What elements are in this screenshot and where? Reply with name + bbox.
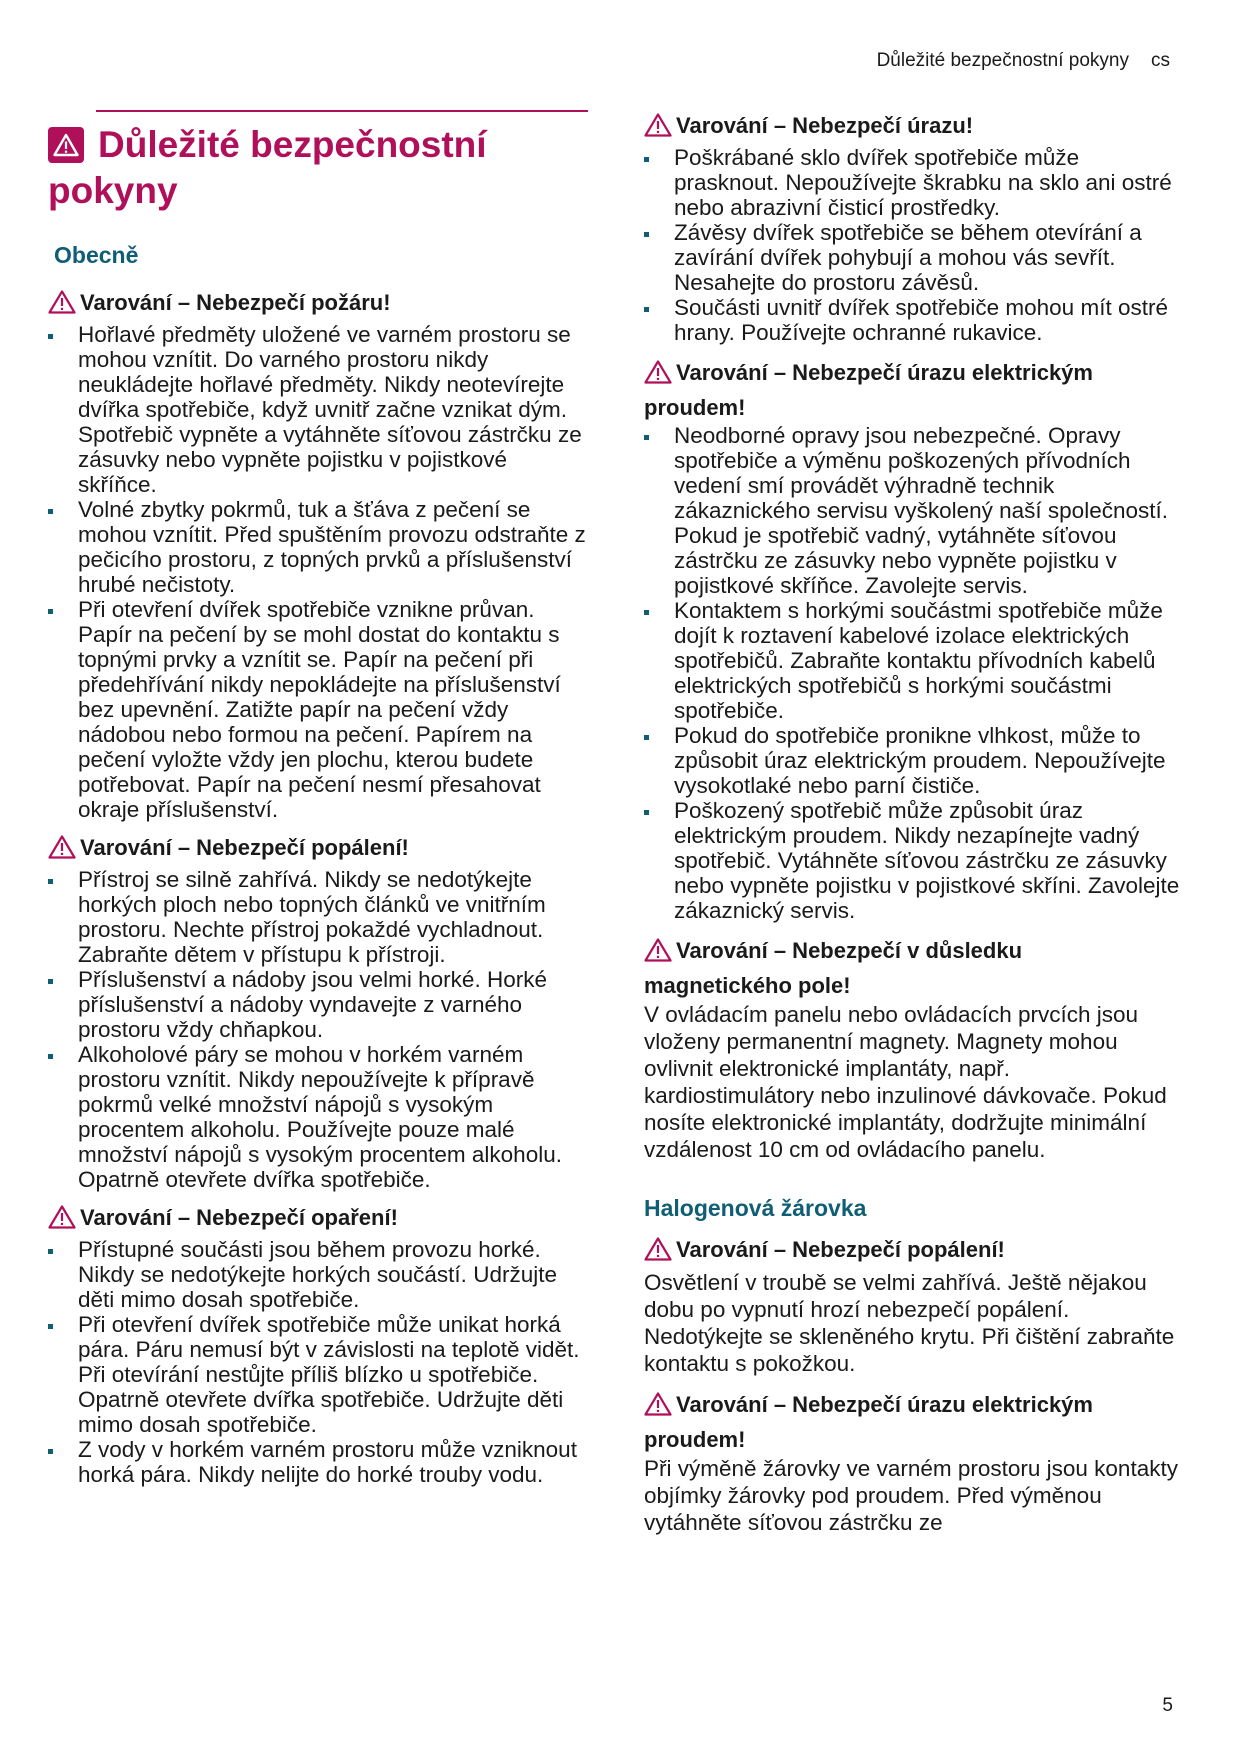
warning-icon xyxy=(644,360,672,392)
list-item: Poškrábané sklo dvířek spotřebiče může prasknout. Nepoužívejte škrabku na sklo ani ostré nebo abrazivní čisticí prostředky. xyxy=(644,145,1184,220)
list-item: Kontaktem s horkými součástmi spotřebiče může dojít k roztavení kabelové izolace elektrických spotřebičů. Zabraňte kontaktu přívodních kabelů elektrických spotřebičů s horkými součástmi spotřebiče. xyxy=(644,598,1184,723)
page-title xyxy=(48,122,588,214)
list-item: Alkoholové páry se mohou v horkém varném prostoru vznítit. Nikdy nepoužívejte k přípravě pokrmů velké množství nápojů s vysokým procentem alkoholu. Používejte pouze malé množství nápojů s vysokým procentem alkoholu. Opatrně otevřete dvířka spotřebiče. xyxy=(48,1042,588,1192)
burn-warning-list xyxy=(48,867,588,1192)
page-number: 5 xyxy=(1162,1695,1173,1716)
warning-heading-magnetic-line-1: Varování – Nebezpečí v důsledku xyxy=(676,938,1023,963)
warning-icon xyxy=(48,1205,76,1237)
page-title-line-2: pokyny xyxy=(48,170,178,211)
electric-warning-list xyxy=(644,423,1184,923)
warning-icon xyxy=(48,127,84,163)
list-item: Součásti uvnitř dvířek spotřebiče mohou mít ostré hrany. Používejte ochranné rukavice. xyxy=(644,295,1184,345)
warning-icon xyxy=(644,113,672,145)
page-title-line-1: Důležité bezpečnostní xyxy=(98,124,487,165)
warning-heading-halogen-burn-text: Varování – Nebezpečí popálení! xyxy=(676,1237,1005,1262)
scald-warning-list xyxy=(48,1237,588,1487)
list-item: Hořlavé předměty uložené ve varném prostoru se mohou vznítit. Do varného prostoru nikdy neukládejte hořlavé předměty. Nikdy neotevírejte dvířka spotřebiče, když uvnitř začne vznikat dým. Spotřebič vypněte a vytáhněte síťovou zástrčku ze zásuvky nebo vypněte pojistku v pojistkové skříňce. xyxy=(48,322,588,497)
list-item: Při otevření dvířek spotřebiče může unikat horká pára. Páru nemusí být v závislosti na teplotě vidět. Při otevírání nestůjte příliš blízko u spotřebiče. Opatrně otevřete dvířka spotřebiče. Udržujte děti mimo dosah spotřebiče. xyxy=(48,1312,588,1437)
fire-warning-list xyxy=(48,322,588,822)
warning-icon xyxy=(644,938,672,970)
title-rule xyxy=(96,110,588,112)
list-item: Přístupné součásti jsou během provozu horké. Nikdy se nedotýkejte horkých součástí. Udržujte děti mimo dosah spotřebiče. xyxy=(48,1237,588,1312)
warning-heading-fire xyxy=(48,287,588,322)
right-column xyxy=(644,110,1184,1536)
warning-icon xyxy=(48,290,76,322)
list-item: Neodborné opravy jsou nebezpečné. Opravy spotřebiče a výměnu poškozených přívodních vedení smí provádět výhradně technik zákaznického servisu vyškolený naší společností. Pokud je spotřebič vadný, vytáhněte síťovou zástrčku ze zásuvky nebo vypněte pojistku v pojistkové skříňce. Zavolejte servis. xyxy=(644,423,1184,598)
section-heading-general: Obecně xyxy=(54,242,139,268)
halogen-electric-text: Při výměně žárovky ve varném prostoru jsou kontakty objímky žárovky pod proudem. Před výměnou vytáhněte síťovou zástrčku ze xyxy=(644,1456,1178,1535)
warning-heading-burn xyxy=(48,832,588,867)
halogen-burn-text: Osvětlení v troubě se velmi zahřívá. Ještě nějakou dobu po vypnutí hrozí nebezpečí popálení. Nedotýkejte se skleněného krytu. Při čištění zabraňte kontaktu s pokožkou. xyxy=(644,1270,1175,1376)
warning-icon xyxy=(644,1237,672,1269)
injury-warning-list xyxy=(644,145,1184,345)
warning-heading-electric-line-1: Varování – Nebezpečí úrazu elektrickým xyxy=(676,360,1093,385)
list-item: Z vody v horkém varném prostoru může vzniknout horká pára. Nikdy nelijte do horké trouby vodu. xyxy=(48,1437,588,1487)
list-item: Pokud do spotřebiče pronikne vlhkost, může to způsobit úraz elektrickým proudem. Nepoužívejte vysokotlaké nebo parní čističe. xyxy=(644,723,1184,798)
list-item: Příslušenství a nádoby jsou velmi horké. Horké příslušenství a nádoby vyndavejte z varného prostoru vždy chňapkou. xyxy=(48,967,588,1042)
warning-heading-burn-text: Varování – Nebezpečí popálení! xyxy=(80,835,409,860)
section-heading-halogen: Halogenová žárovka xyxy=(644,1195,867,1221)
list-item: Při otevření dvířek spotřebiče vznikne průvan. Papír na pečení by se mohl dostat do kontaktu s topnými prvky a vznítit se. Papír na pečení při předehřívání nikdy nepokládejte na příslušenství bez upevnění. Zatižte papír na pečení vždy nádobou nebo formou na pečení. Papírem na pečení vyložte vždy jen plochu, kterou budete potřebovat. Papír na pečení nesmí přesahovat okraje příslušenství. xyxy=(48,597,588,822)
warning-heading-magnetic xyxy=(644,935,1184,1001)
warning-heading-halogen-electric xyxy=(644,1389,1184,1455)
warning-heading-electric-line-2: proudem! xyxy=(644,395,746,420)
warning-heading-electric xyxy=(644,357,1184,423)
list-item: Poškozený spotřebič může způsobit úraz elektrickým proudem. Nikdy nezapínejte vadný spotřebič. Vytáhněte síťovou zástrčku ze zásuvky nebo vypněte pojistku v pojistkové skříni. Zavolejte zákaznický servis. xyxy=(644,798,1184,923)
warning-heading-injury-text: Varování – Nebezpečí úrazu! xyxy=(676,113,974,138)
warning-heading-scald-text: Varování – Nebezpečí opaření! xyxy=(80,1205,398,1230)
running-header-title: Důležité bezpečnostní pokyny xyxy=(876,50,1129,71)
magnetic-warning-text: V ovládacím panelu nebo ovládacích prvcích jsou vloženy permanentní magnety. Magnety mohou ovlivnit elektronické implantáty, např. kardiostimulátory nebo inzulinové dávkovače. Pokud nosíte elektronické implantáty, dodržujte minimální vzdálenost 10 cm od ovládacího panelu. xyxy=(644,1002,1167,1162)
running-header xyxy=(877,50,1170,72)
page-title-text xyxy=(48,122,487,214)
warning-heading-injury xyxy=(644,110,1184,145)
list-item: Přístroj se silně zahřívá. Nikdy se nedotýkejte horkých ploch nebo topných článků ve vnitřním prostoru. Nechte přístroj pokaždé vychladnout. Zabraňte dětem v přístupu k přístroji. xyxy=(48,867,588,967)
warning-heading-halogen-electric-line-2: proudem! xyxy=(644,1427,746,1452)
warning-heading-magnetic-line-2: magnetického pole! xyxy=(644,973,851,998)
warning-heading-halogen-burn xyxy=(644,1234,1184,1269)
warning-heading-scald xyxy=(48,1202,588,1237)
warning-icon xyxy=(48,835,76,867)
left-column xyxy=(48,110,588,1487)
warning-icon xyxy=(644,1392,672,1424)
language-code: cs xyxy=(1151,50,1170,71)
list-item: Volné zbytky pokrmů, tuk a šťáva z pečení se mohou vznítit. Před spuštěním provozu odstraňte z pečicího prostoru, z topných prvků a příslušenství hrubé nečistoty. xyxy=(48,497,588,597)
warning-heading-fire-text: Varování – Nebezpečí požáru! xyxy=(80,290,391,315)
list-item: Závěsy dvířek spotřebiče se během otevírání a zavírání dvířek pohybují a mohou vás sevřít. Nesahejte do prostoru závěsů. xyxy=(644,220,1184,295)
warning-heading-halogen-electric-line-1: Varování – Nebezpečí úrazu elektrickým xyxy=(676,1392,1093,1417)
